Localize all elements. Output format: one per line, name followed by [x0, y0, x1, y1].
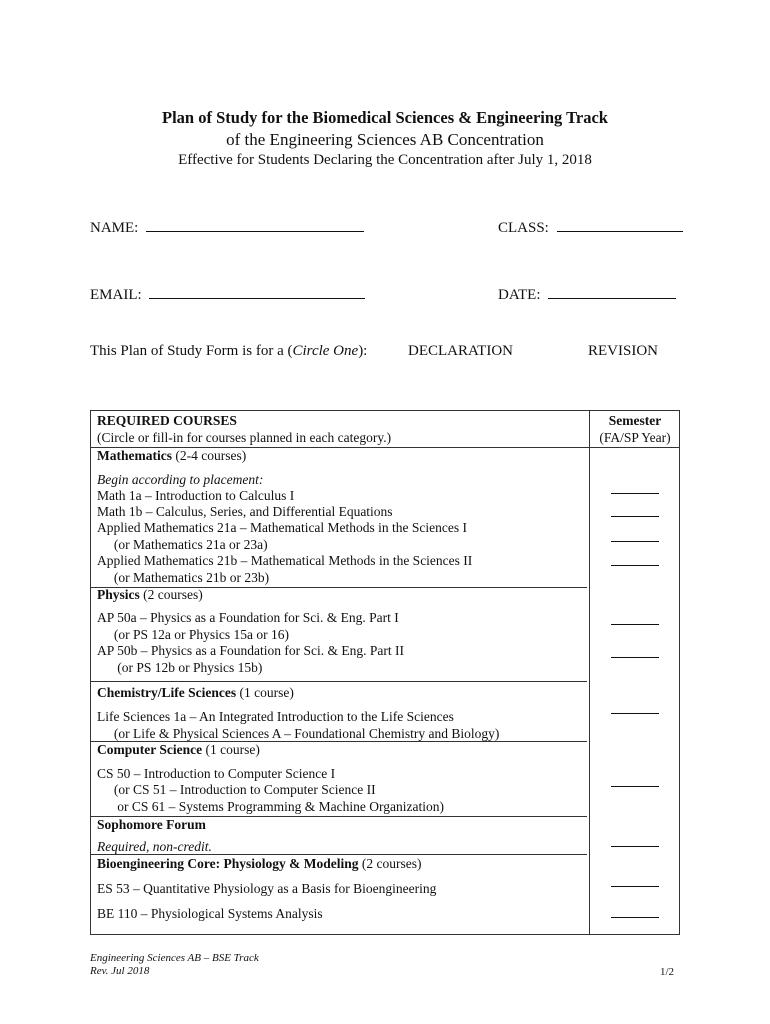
- chem-course-ls1a: Life Sciences 1a – An Integrated Introduction to the Life Sciences: [97, 709, 454, 724]
- semester-blank[interactable]: [611, 713, 659, 714]
- semester-blank[interactable]: [611, 624, 659, 625]
- required-courses-table: [90, 410, 680, 935]
- cs-course-61-alt: or CS 61 – Systems Programming & Machine Organization): [97, 799, 444, 814]
- effective-date-note: Effective for Students Declaring the Concentration after July 1, 2018: [178, 152, 592, 168]
- semester-blank[interactable]: [611, 846, 659, 847]
- name-label: NAME:: [90, 220, 139, 236]
- row-divider: [91, 854, 587, 855]
- semester-blank[interactable]: [611, 565, 659, 566]
- math-course-1b: Math 1b – Calculus, Series, and Differential Equations: [97, 504, 393, 519]
- math-course-21a-alt: (or Mathematics 21a or 23a): [97, 537, 268, 552]
- class-label: CLASS:: [498, 220, 549, 236]
- math-course-21a: Applied Mathematics 21a – Mathematical Methods in the Sciences I: [97, 520, 468, 535]
- semester-blank[interactable]: [611, 516, 659, 517]
- class-blank[interactable]: [557, 216, 683, 232]
- table-header-note: (Circle or fill-in for courses planned in each category.): [97, 430, 392, 445]
- semester-blank[interactable]: [611, 886, 659, 887]
- physics-course-50b-alt: (or PS 12b or Physics 15b): [97, 660, 263, 675]
- forum-note: Required, non-credit.: [97, 839, 212, 854]
- footer: [90, 952, 259, 978]
- name-field: [90, 216, 364, 237]
- chem-course-ls1a-alt: (or Life & Physical Sciences A – Foundational Chemistry and Biology): [97, 726, 500, 741]
- date-blank[interactable]: [548, 283, 676, 299]
- cs-course-51-alt: (or CS 51 – Introduction to Computer Science II: [97, 782, 376, 797]
- class-field: [498, 216, 683, 237]
- footer-revision: Rev. Jul 2018: [90, 965, 150, 977]
- column-divider: [589, 411, 590, 934]
- semester-blank[interactable]: [611, 541, 659, 542]
- semester-subheader: (FA/SP Year): [599, 430, 671, 445]
- physics-course-50a-alt: (or PS 12a or Physics 15a or 16): [97, 627, 289, 642]
- date-label: DATE:: [498, 287, 541, 303]
- chem-heading: Chemistry/Life Sciences (1 course): [97, 685, 294, 700]
- math-course-1a: Math 1a – Introduction to Calculus I: [97, 488, 295, 503]
- semester-blank[interactable]: [611, 493, 659, 494]
- page-subtitle: of the Engineering Sciences AB Concentration: [226, 130, 544, 149]
- footer-title: Engineering Sciences AB – BSE Track: [90, 952, 259, 964]
- math-heading: Mathematics (2-4 courses): [97, 448, 247, 463]
- semester-header: Semester: [608, 413, 662, 428]
- physics-course-50b: AP 50b – Physics as a Foundation for Sci. & Eng. Part II: [97, 643, 404, 658]
- option-revision[interactable]: REVISION: [588, 343, 658, 359]
- forum-heading: Sophomore Forum: [97, 817, 206, 832]
- row-divider: [91, 681, 587, 682]
- name-blank[interactable]: [146, 216, 364, 232]
- table-header-title: REQUIRED COURSES: [97, 413, 237, 428]
- date-field: [498, 283, 676, 304]
- cs-heading: Computer Science (1 course): [97, 742, 260, 757]
- core-course-be110: BE 110 – Physiological Systems Analysis: [97, 906, 323, 921]
- core-heading: Bioengineering Core: Physiology & Modeling (2 courses): [97, 856, 422, 871]
- math-note: Begin according to placement:: [97, 472, 264, 487]
- semester-blank[interactable]: [611, 917, 659, 918]
- core-course-es53: ES 53 – Quantitative Physiology as a Basis for Bioengineering: [97, 881, 437, 896]
- math-course-21b: Applied Mathematics 21b – Mathematical Methods in the Sciences II: [97, 553, 473, 568]
- option-declaration[interactable]: DECLARATION: [408, 343, 513, 359]
- physics-heading: Physics (2 courses): [97, 587, 203, 602]
- page-title: Plan of Study for the Biomedical Sciences & Engineering Track: [162, 108, 608, 127]
- cs-course-50: CS 50 – Introduction to Computer Science I: [97, 766, 336, 781]
- form-type-prompt: This Plan of Study Form is for a (Circle One):: [90, 343, 368, 359]
- semester-blank[interactable]: [611, 657, 659, 658]
- email-field: [90, 283, 365, 304]
- page-number: 1/2: [660, 966, 675, 978]
- physics-course-50a: AP 50a – Physics as a Foundation for Sci. & Eng. Part I: [97, 610, 399, 625]
- email-blank[interactable]: [149, 283, 365, 299]
- math-course-21b-alt: (or Mathematics 21b or 23b): [97, 570, 270, 585]
- email-label: EMAIL:: [90, 287, 142, 303]
- semester-blank[interactable]: [611, 786, 659, 787]
